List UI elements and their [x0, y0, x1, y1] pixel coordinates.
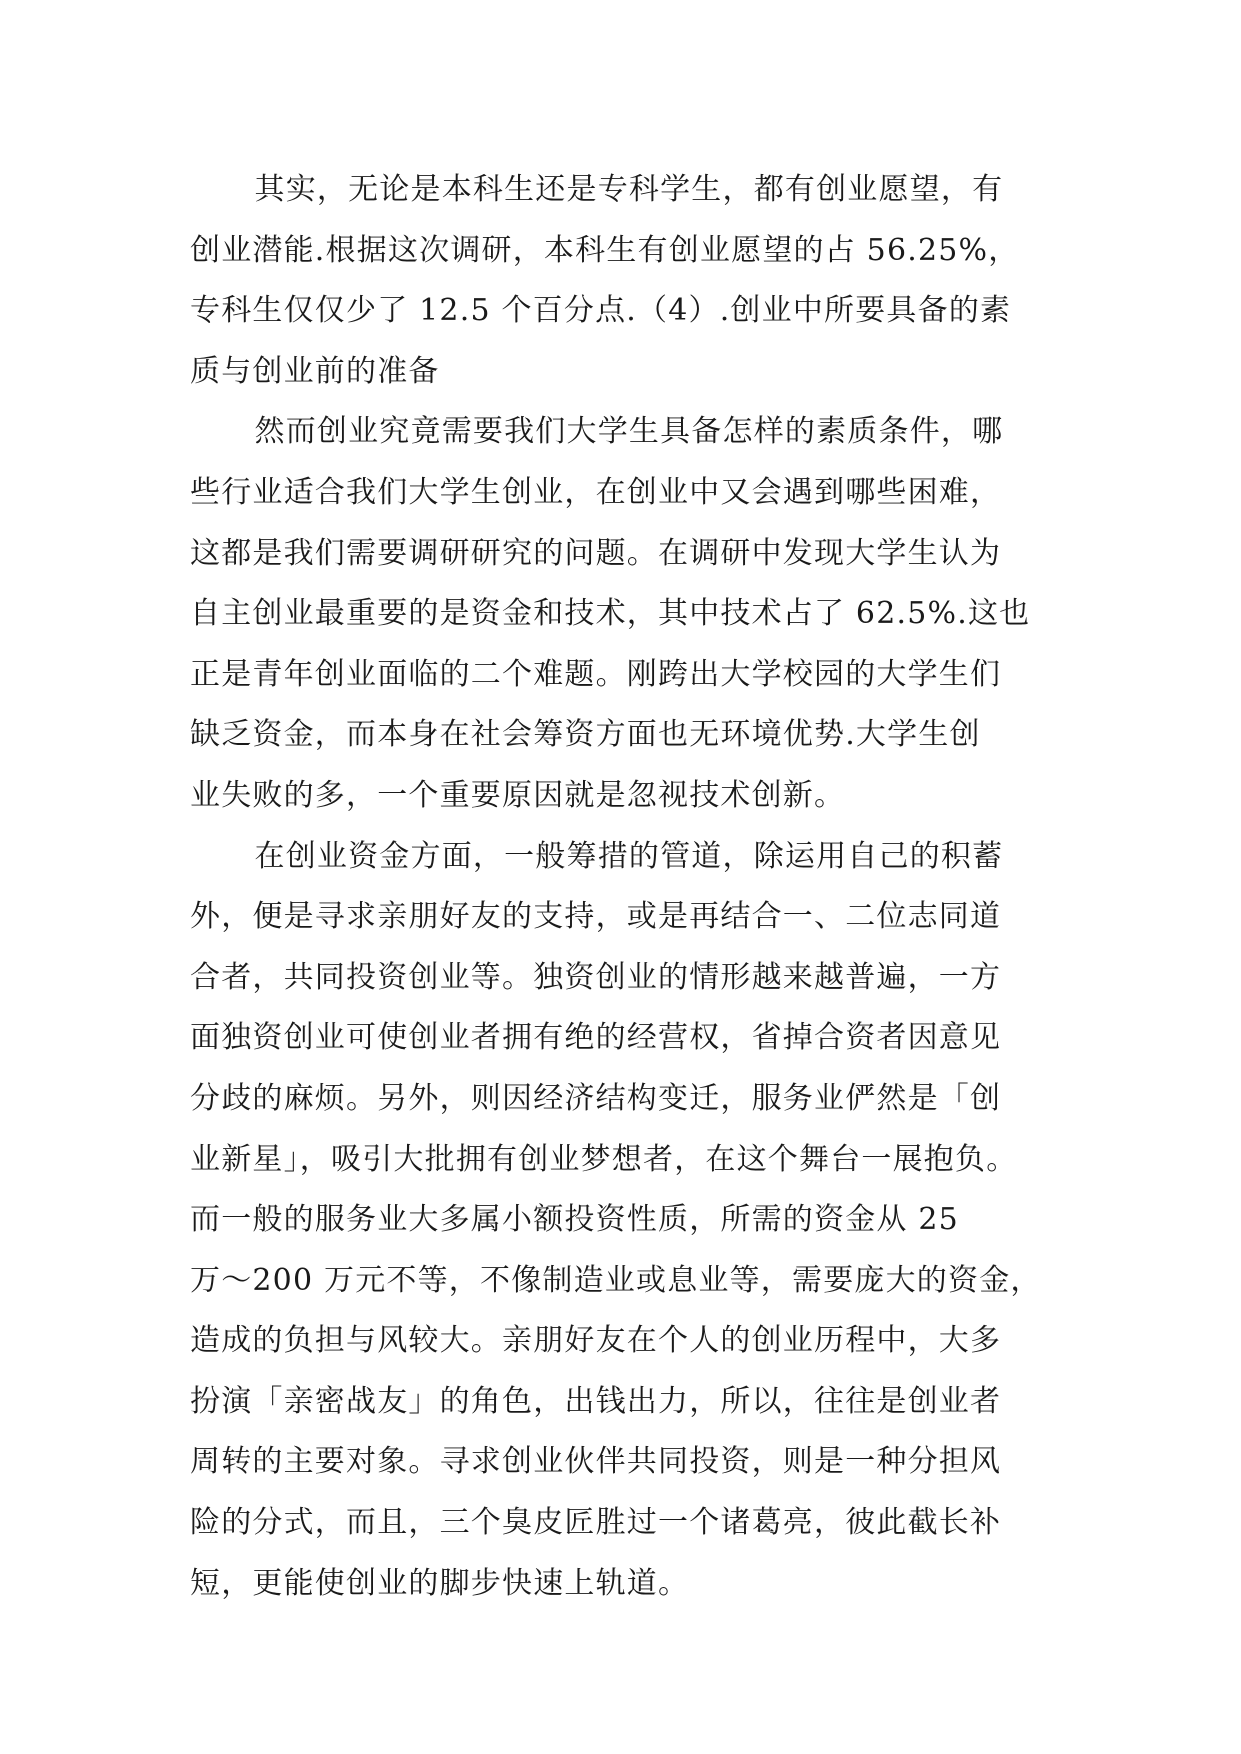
document-body: [190, 160, 1070, 1614]
paragraph-3: 在创业资金方面，一般筹措的管道，除运用自己的积蓄 外，便是寻求亲朋好友的支持，或是再结合一、二位志同道 合者，共同投资创业等。独资创业的情形越来越普遍，一方 面独资创业可使创业者拥有绝的经营权，省掉合资者因意见 分歧的麻烦。另外，则因经济结构变迁，服务业俨然是「创 业新星」，吸引大批拥有创业梦想者，在这个舞台一展抱负。 而一般的服务业大多属小额投资性质，所需的资金从 25 万～200 万元不等，不像制造业或息业等，需要庞大的资金， 造成的负担与风较大。亲朋好友在个人的创业历程中，大多 扮演「亲密战友」的角色，出钱出力，所以，往往是创业者 周转的主要对象。寻求创业伙伴共同投资，则是一种分担风 险的分式，而且，三个臭皮匠胜过一个诸葛亮，彼此截长补 短，更能使创业的脚步快速上轨道。: [190, 838, 1042, 1601]
paragraph-2: 然而创业究竟需要我们大学生具备怎样的素质条件，哪 些行业适合我们大学生创业，在创业中又会遇到哪些困难， 这都是我们需要调研研究的问题。在调研中发现大学生认为 自主创业最重要的是资金和技术，其中技术占了 62.5%.这也 正是青年创业面临的二个难题。刚跨出大学校园的大学生们 缺乏资金，而本身在社会筹资方面也无环境优势.大学生创 业失败的多，一个重要原因就是忽视技术创新。: [190, 414, 1031, 813]
paragraph-1: 其实，无论是本科生还是专科学生，都有创业愿望，有 创业潜能.根据这次调研，本科生有创业愿望的占 56.25%， 专科生仅仅少了 12.5 个百分点.（4）.创业中所要具备的素 质与创业前的准备: [190, 172, 1020, 389]
